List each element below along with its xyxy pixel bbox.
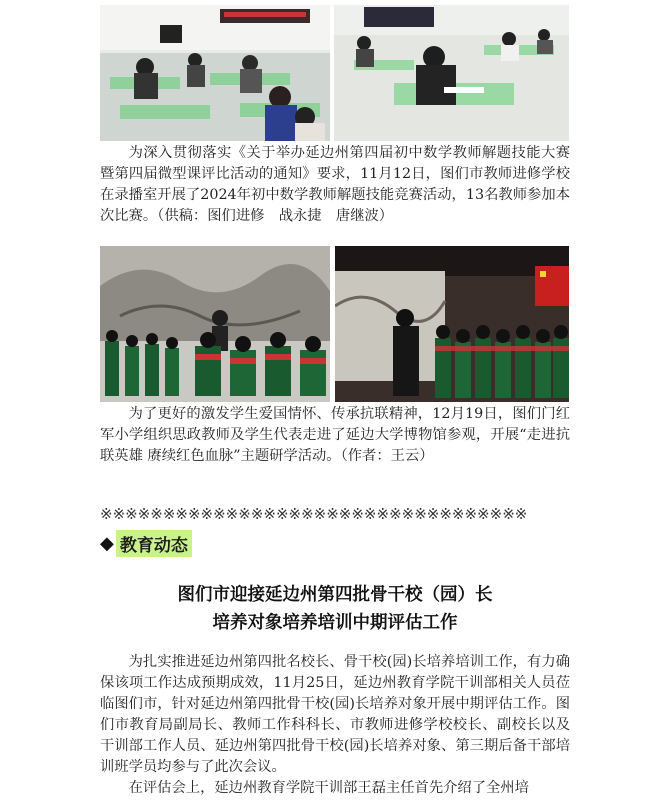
museum-guide-photo [335, 246, 569, 402]
photo-row-top [100, 5, 569, 141]
decorative-divider: ※※※※※※※※※※※※※※※※※※※※※※※※※※※※※※※※※※ [100, 505, 528, 523]
section-heading [100, 530, 192, 557]
section-label: 教育动态 [116, 530, 192, 557]
museum-mural-photo [100, 246, 330, 402]
photo-row-middle [100, 246, 569, 402]
paragraph-evaluation: 为扎实推进延边州第四批名校长、骨干校(园)长培养培训工作，有力确保该项工作达成预期成效，11月25日，延边州教育学院干训部相关人员莅临图们市，针对延边州第四批骨干校(园)长培养对象开展中期评估工作。图们市教育局副局长、教师工作科科长、市教师进修学校校长、副校长以及干训部工作人员、延边州第四批骨干校(园)长培养对象、第三期后备干部培训班学员均参与了此次会议。 [100, 654, 570, 775]
article-headline-line2: 培养对象培养培训中期评估工作 [212, 613, 458, 633]
paragraph-math-competition: 为深入贯彻落实《关于举办延边州第四届初中数学教师解题技能大赛暨第四届微型课评比活动的通知》要求，11月12日，图们市教师进修学校在录播室开展了2024年初中数学教师解题技能竞赛活动，13名教师参加本次比赛。（供稿：图们进修 战永捷 唐继波） [100, 145, 570, 224]
classroom-exam-photo [100, 5, 330, 141]
article-headline-line1: 图们市迎接延边州第四批骨干校（园）长 [177, 585, 493, 605]
paragraph-museum-visit: 为了更好的激发学生爱国情怀、传承抗联精神，12月19日，图们门红军小学组织思政教师及学生代表走进了延边大学博物馆参观，开展“走进抗联英雄 赓续红色血脉”主题研学活动。（作者：王云） [100, 406, 570, 464]
diamond-icon: ◆ [100, 533, 114, 554]
teachers-writing-photo [334, 5, 569, 141]
paragraph-evaluation-continued: 在评估会上，延边州教育学院干训部王磊主任首先介绍了全州培 [128, 780, 529, 796]
